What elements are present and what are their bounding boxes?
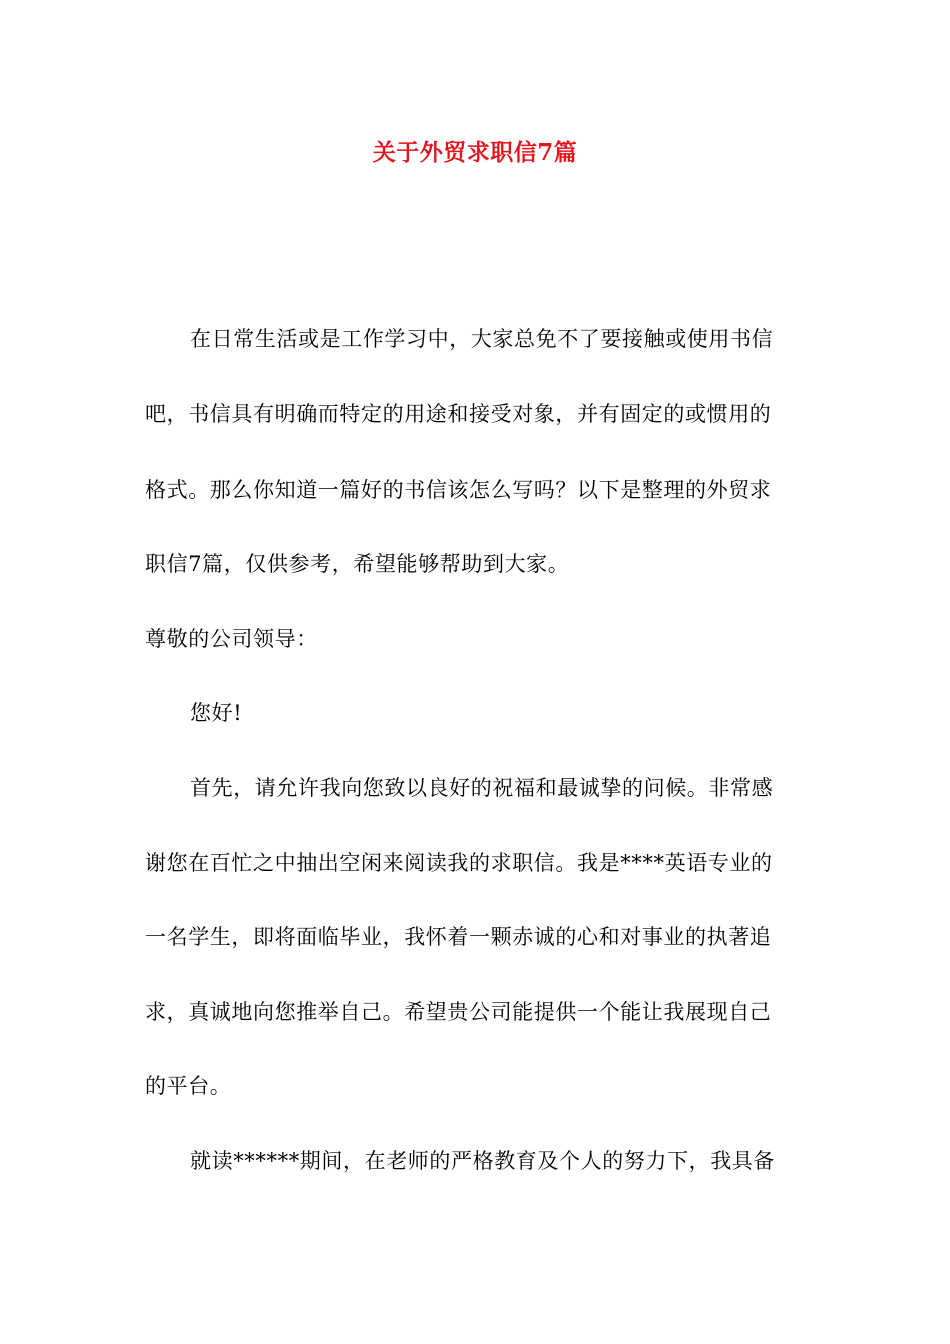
text-line: 在日常生活或是工作学习中，大家总免不了要接触或使用书信	[190, 327, 774, 351]
text-line: 职信7篇，仅供参考，希望能够帮助到大家。	[145, 552, 570, 576]
text-line: 求，真诚地向您推举自己。希望贵公司能提供一个能让我展现自己	[145, 1000, 772, 1024]
text-line: 就读******期间，在老师的严格教育及个人的努力下，我具备	[190, 1149, 775, 1173]
text-line: 谢您在百忙之中抽出空闲来阅读我的求职信。我是****英语专业的	[145, 851, 773, 875]
text-line: 格式。那么你知道一篇好的书信该怎么写吗？以下是整理的外贸求	[145, 478, 772, 502]
salutation: 尊敬的公司领导：	[145, 627, 318, 651]
document-title: 关于外贸求职信7篇	[372, 139, 578, 166]
text-line: 一名学生，即将面临毕业，我怀着一颗赤诚的心和对事业的执著追	[145, 925, 772, 949]
text-line: 的平台。	[145, 1074, 232, 1098]
text-line: 吧，书信具有明确而特定的用途和接受对象，并有固定的或惯用的	[145, 402, 772, 426]
greeting: 您好!	[190, 701, 243, 725]
text-line: 首先，请允许我向您致以良好的祝福和最诚挚的问候。非常感	[190, 776, 774, 800]
